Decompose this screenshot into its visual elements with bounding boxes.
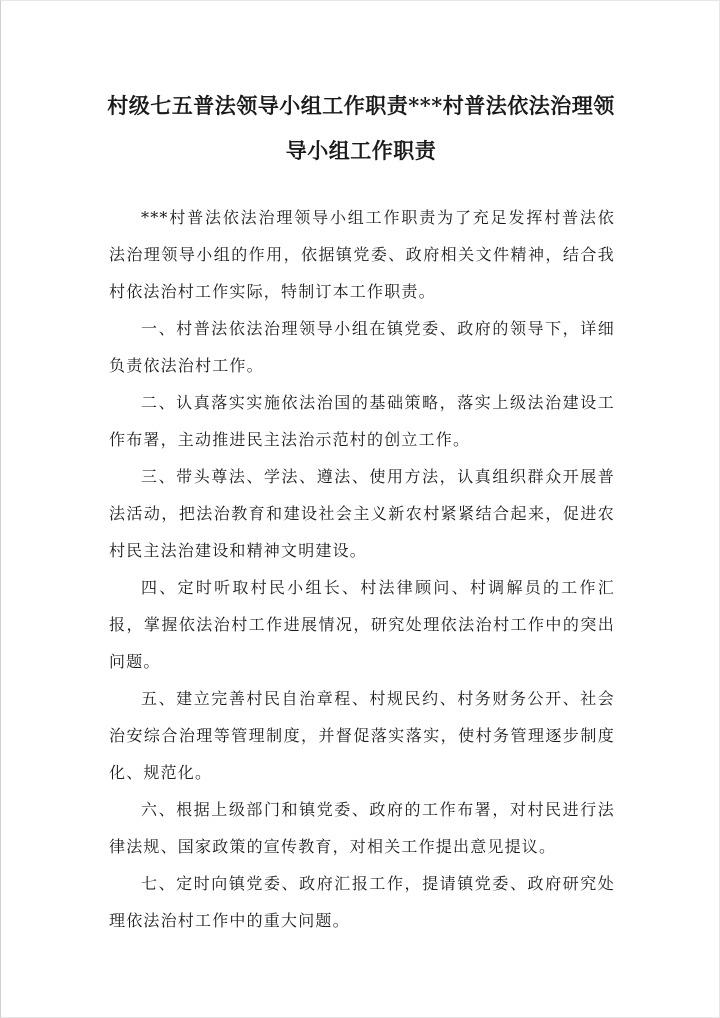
paragraph-intro: ***村普法依法治理领导小组工作职责为了充足发挥村普法依法治理领导小组的作用，依据镇党委、政府相关文件精神，结合我村依法治村工作实际，特制订本工作职责。 [109,208,615,301]
paragraph-item-3: 三、带头尊法、学法、遵法、使用方法，认真组织群众开展普法活动，把法治教育和建设社会主义新农村紧紧结合起来，促进农村民主法治建设和精神文明建设。 [109,467,615,560]
paragraph-item-6: 六、根据上级部门和镇党委、政府的工作布署，对村民进行法律法规、国家政策的宣传教育，对相关工作提出意见提议。 [109,800,615,856]
paragraph-item-5: 五、建立完善村民自治章程、村规民约、村务财务公开、社会治安综合治理等管理制度，并督促落实落实，使村务管理逐步制度化、规范化。 [109,689,615,782]
document-title: 村级七五普法领导小组工作职责***村普法依法治理领导小组工作职责 [107,93,615,163]
paragraph-item-4: 四、定时听取村民小组长、村法律顾问、村调解员的工作汇报，掌握依法治村工作进展情况，研究处理依法治村工作中的突出问题。 [109,578,615,671]
paragraph-item-1: 一、村普法依法治理领导小组在镇党委、政府的领导下，详细负责依法治村工作。 [109,319,615,375]
paragraph-item-2: 二、认真落实实施依法治国的基础策略，落实上级法治建设工作布署，主动推进民主法治示范村的创立工作。 [109,393,615,449]
document-body [109,199,615,939]
paragraph-item-7: 七、定时向镇党委、政府汇报工作，提请镇党委、政府研究处理依法治村工作中的重大问题。 [109,874,615,930]
